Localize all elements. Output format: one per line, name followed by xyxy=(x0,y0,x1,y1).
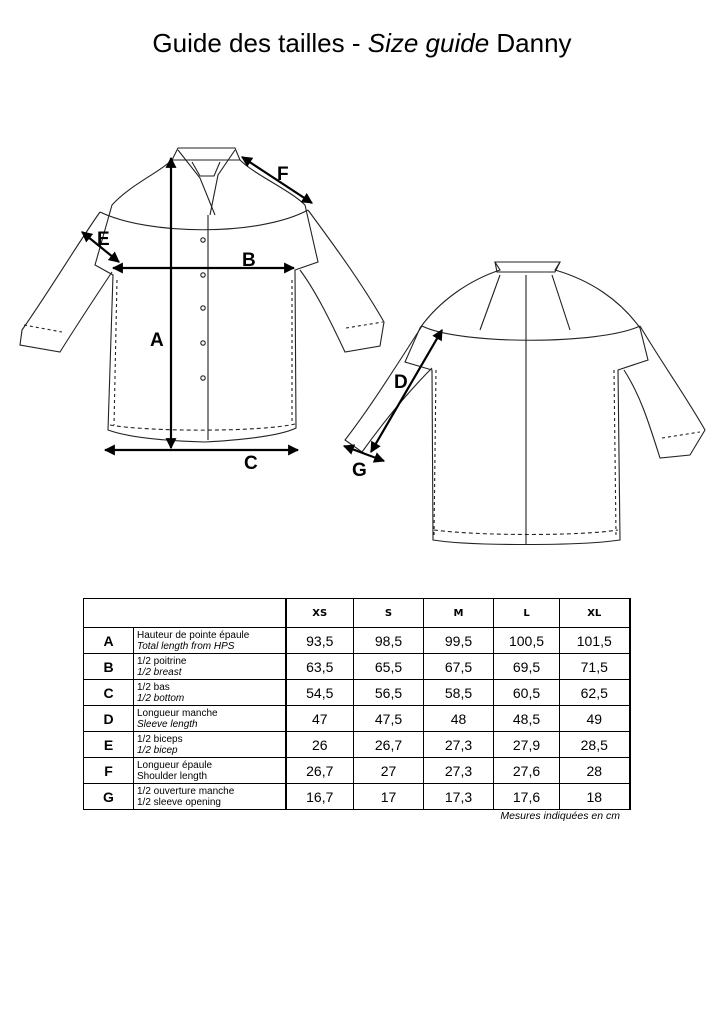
value-cell: 98,5 xyxy=(354,628,424,654)
row-code: D xyxy=(84,706,134,732)
label-e: E xyxy=(97,229,110,250)
row-code: A xyxy=(84,628,134,654)
label-d: D xyxy=(394,372,408,393)
desc-fr: 1/2 poitrine xyxy=(137,655,187,667)
value-cell: 18 xyxy=(560,784,630,810)
header-empty-cell xyxy=(84,599,286,628)
row-code: F xyxy=(84,758,134,784)
title-prefix: Guide des tailles - xyxy=(152,28,368,58)
table-row xyxy=(84,758,630,784)
value-cell: 17,3 xyxy=(424,784,494,810)
row-code: G xyxy=(84,784,134,810)
size-header: S xyxy=(354,599,424,628)
value-cell: 27,3 xyxy=(424,758,494,784)
value-cell: 69,5 xyxy=(494,654,560,680)
desc-en: 1/2 bottom xyxy=(137,692,185,704)
value-cell: 27 xyxy=(354,758,424,784)
value-cell: 99,5 xyxy=(424,628,494,654)
label-a: A xyxy=(150,330,164,351)
value-cell: 28,5 xyxy=(560,732,630,758)
table-row xyxy=(84,706,630,732)
value-cell: 71,5 xyxy=(560,654,630,680)
value-cell: 63,5 xyxy=(286,654,354,680)
label-f: F xyxy=(277,164,289,185)
value-cell: 93,5 xyxy=(286,628,354,654)
table-row xyxy=(84,680,630,706)
table-row xyxy=(84,784,630,810)
value-cell: 65,5 xyxy=(354,654,424,680)
table-row xyxy=(84,654,630,680)
value-cell: 54,5 xyxy=(286,680,354,706)
value-cell: 26,7 xyxy=(354,732,424,758)
units-note: Mesures indiquées en cm xyxy=(500,810,620,822)
value-cell: 101,5 xyxy=(560,628,630,654)
size-header: L xyxy=(494,599,560,628)
table-row xyxy=(84,732,630,758)
label-b: B xyxy=(242,250,256,271)
size-table xyxy=(83,598,631,810)
row-description xyxy=(134,732,286,758)
desc-en: Sleeve length xyxy=(137,718,198,730)
arrow-g xyxy=(344,446,384,461)
value-cell: 47,5 xyxy=(354,706,424,732)
value-cell: 48 xyxy=(424,706,494,732)
value-cell: 56,5 xyxy=(354,680,424,706)
value-cell: 27,3 xyxy=(424,732,494,758)
value-cell: 58,5 xyxy=(424,680,494,706)
desc-fr: Longueur épaule xyxy=(137,759,213,771)
table-header-row xyxy=(84,599,630,628)
value-cell: 27,9 xyxy=(494,732,560,758)
value-cell: 26 xyxy=(286,732,354,758)
value-cell: 28 xyxy=(560,758,630,784)
size-header: M xyxy=(424,599,494,628)
desc-fr: Hauteur de pointe épaule xyxy=(137,629,250,641)
value-cell: 17 xyxy=(354,784,424,810)
front-view xyxy=(20,148,384,442)
desc-en: Shoulder length xyxy=(137,770,208,782)
value-cell: 60,5 xyxy=(494,680,560,706)
value-cell: 26,7 xyxy=(286,758,354,784)
row-description xyxy=(134,758,286,784)
row-description xyxy=(134,654,286,680)
value-cell: 62,5 xyxy=(560,680,630,706)
size-header: XS xyxy=(286,599,354,628)
label-c: C xyxy=(244,453,258,474)
row-code: E xyxy=(84,732,134,758)
label-g: G xyxy=(352,460,367,481)
row-description xyxy=(134,784,286,810)
desc-fr: 1/2 bas xyxy=(137,681,170,693)
value-cell: 100,5 xyxy=(494,628,560,654)
value-cell: 47 xyxy=(286,706,354,732)
desc-en: Total length from HPS xyxy=(137,640,235,652)
desc-fr: Longueur manche xyxy=(137,707,218,719)
value-cell: 17,6 xyxy=(494,784,560,810)
row-description xyxy=(134,706,286,732)
row-code: B xyxy=(84,654,134,680)
desc-en: 1/2 bicep xyxy=(137,744,178,756)
table-row xyxy=(84,628,630,654)
desc-fr: 1/2 ouverture manche xyxy=(137,785,235,797)
value-cell: 49 xyxy=(560,706,630,732)
title-suffix: Danny xyxy=(489,28,572,58)
desc-fr: 1/2 biceps xyxy=(137,733,183,745)
row-description xyxy=(134,680,286,706)
value-cell: 27,6 xyxy=(494,758,560,784)
desc-en: 1/2 breast xyxy=(137,666,182,678)
size-header: XL xyxy=(560,599,630,628)
title-italic: Size guide xyxy=(367,28,490,58)
row-description xyxy=(134,628,286,654)
measurement-arrows xyxy=(82,157,442,461)
value-cell: 67,5 xyxy=(424,654,494,680)
value-cell: 48,5 xyxy=(494,706,560,732)
value-cell: 16,7 xyxy=(286,784,354,810)
desc-en: 1/2 sleeve opening xyxy=(137,796,221,808)
row-code: C xyxy=(84,680,134,706)
